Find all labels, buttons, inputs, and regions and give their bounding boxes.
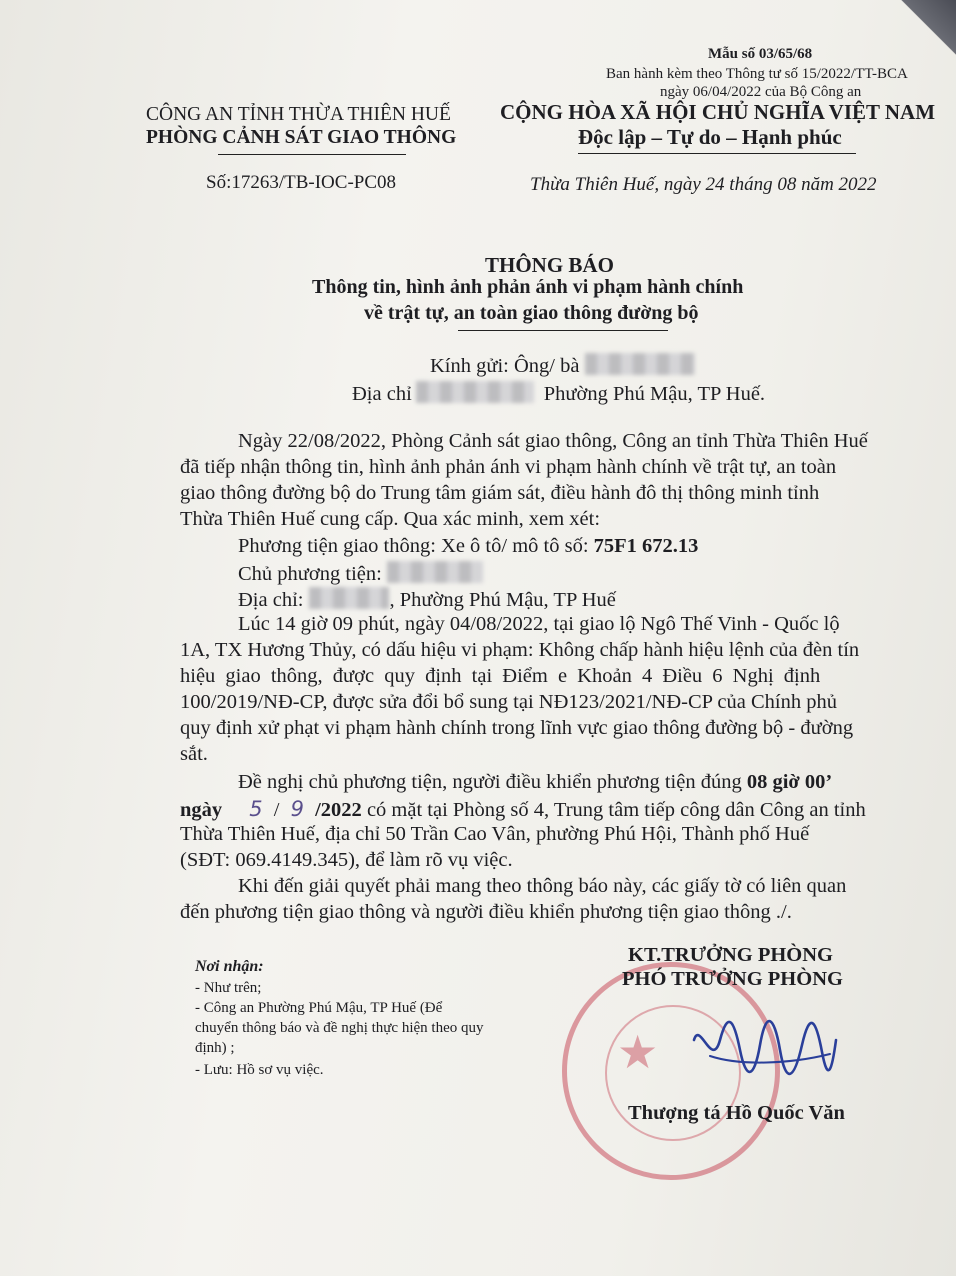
owner-address-label: Địa chỉ: [238,589,304,611]
vehicle-label: Phương tiện giao thông: Xe ô tô/ mô tô số: [238,535,589,557]
p1-line-2: đã tiếp nhận thông tin, hình ảnh phản ánh vi phạm hành chính về trật tự, an toàn [180,456,837,478]
form-issued-date: ngày 06/04/2022 của Bộ Công an [660,84,862,100]
p3-line-2 [180,797,866,822]
country-name: CỘNG HÒA XÃ HỘI CHỦ NGHĨA VIỆT NAM [500,100,936,124]
p2-line-1: Lúc 14 giờ 09 phút, ngày 04/08/2022, tại giao lộ Ngô Thế Vinh - Quốc lộ [238,613,840,635]
vehicle-plate: 75F1 672.13 [593,535,699,557]
p2-line-2: 1A, TX Hương Thủy, có dấu hiệu vi phạm: Không chấp hành hiệu lệnh của đèn tín [180,639,860,661]
appointment-year: /2022 [315,799,362,821]
p2-line-3: hiệu giao thông, được quy định tại Điểm e Khoản 4 Điều 6 Nghị định [180,665,821,687]
form-number: Mẫu số 03/65/68 [708,46,813,62]
motto-underline [578,153,856,154]
owner-address-rest: , Phường Phú Mậu, TP Huế [389,589,616,611]
recipient-address-line [352,381,765,406]
appointment-day-handwritten: 5 [249,797,263,821]
handwritten-signature [690,1010,840,1090]
national-motto: Độc lập – Tự do – Hạnh phúc [578,125,842,149]
recipient-address-label: Địa chỉ [352,383,412,405]
recipient-address-rest: Phường Phú Mậu, TP Huế. [543,383,766,405]
p2-line-4: 100/2019/NĐ-CP, được sửa đổi bổ sung tại NĐ123/2021/NĐ-CP của Chính phủ [180,691,837,713]
title-underline [458,330,668,331]
owner-line [238,561,483,586]
notice-title: THÔNG BÁO [485,253,614,277]
p3-line-4: (SĐT: 069.4149.345), để làm rõ vụ việc. [180,849,513,871]
recipient-line [430,353,695,378]
redacted-recipient-address [416,381,534,403]
redacted-recipient-name [585,353,695,375]
owner-label: Chủ phương tiện: [238,563,382,585]
appointment-slash: / [273,799,280,821]
p3-line-2-rest: có mặt tại Phòng số 4, Trung tâm tiếp công dân Công an tỉnh [366,799,866,821]
recipients-item-1: - Như trên; [195,980,262,996]
department-underline [218,154,406,155]
redacted-owner-address [309,587,389,609]
p1-line-4: Thừa Thiên Huế cung cấp. Qua xác minh, xem xét: [180,508,601,530]
p3-line-3: Thừa Thiên Huế, địa chỉ 50 Trần Cao Vân, phường Phú Hội, Thành phố Huế [180,823,810,845]
recipients-item-2-line-1: - Công an Phường Phú Mậu, TP Huế (Để [195,1000,443,1016]
notice-subtitle-1: Thông tin, hình ảnh phản ánh vi phạm hành chính [312,276,744,298]
p1-line-1: Ngày 22/08/2022, Phòng Cảnh sát giao thông, Công an tỉnh Thừa Thiên Huế [238,430,868,452]
p4-line-1: Khi đến giải quyết phải mang theo thông báo này, các giấy tờ có liên quan [238,875,847,897]
p3-line-1-text: Đề nghị chủ phương tiện, người điều khiển phương tiện đúng [238,771,742,793]
p3-line-1 [238,771,832,794]
vehicle-line [238,535,698,558]
redacted-owner-name [387,561,483,583]
seal-star-icon: ★ [617,1025,659,1079]
p4-line-2: đến phương tiện giao thông và người điều khiển phương tiện giao thông ./. [180,901,792,923]
recipients-item-3: - Lưu: Hồ sơ vụ việc. [195,1062,324,1078]
place-date: Thừa Thiên Huế, ngày 24 tháng 08 năm 2022 [530,174,877,195]
appointment-time: 08 giờ 00’ [746,771,833,793]
page-corner-shadow [896,0,956,60]
recipients-heading: Nơi nhận: [195,958,264,975]
appointment-month-handwritten: 9 [290,797,304,821]
appointment-ngay: ngày [180,799,223,821]
p2-line-6: sắt. [180,743,208,765]
signer-title-2: PHÓ TRƯỞNG PHÒNG [622,968,843,990]
form-issued-with: Ban hành kèm theo Thông tư số 15/2022/TT-BCA [606,66,908,82]
notice-subtitle-2: về trật tự, an toàn giao thông đường bộ [364,302,699,324]
recipients-item-2-line-3: định) ; [195,1040,235,1056]
recipients-item-2-line-2: chuyển thông báo và đề nghị thực hiện theo quy [195,1020,484,1036]
recipient-greeting: Kính gửi: Ông/ bà [430,355,580,377]
p2-line-5: quy định xử phạt vi phạm hành chính trong lĩnh vực giao thông đường bộ - đường [180,717,854,739]
department-name: PHÒNG CẢNH SÁT GIAO THÔNG [146,127,457,148]
agency-name: CÔNG AN TỈNH THỪA THIÊN HUẾ [146,104,451,125]
p1-line-3: giao thông đường bộ do Trung tâm giám sát, điều hành đô thị thông minh tỉnh [180,482,820,504]
document-number: Số:17263/TB-IOC-PC08 [206,172,397,193]
signer-title-1: KT.TRƯỞNG PHÒNG [628,944,833,966]
owner-address-line [238,587,616,612]
signer-name: Thượng tá Hồ Quốc Văn [628,1102,845,1124]
